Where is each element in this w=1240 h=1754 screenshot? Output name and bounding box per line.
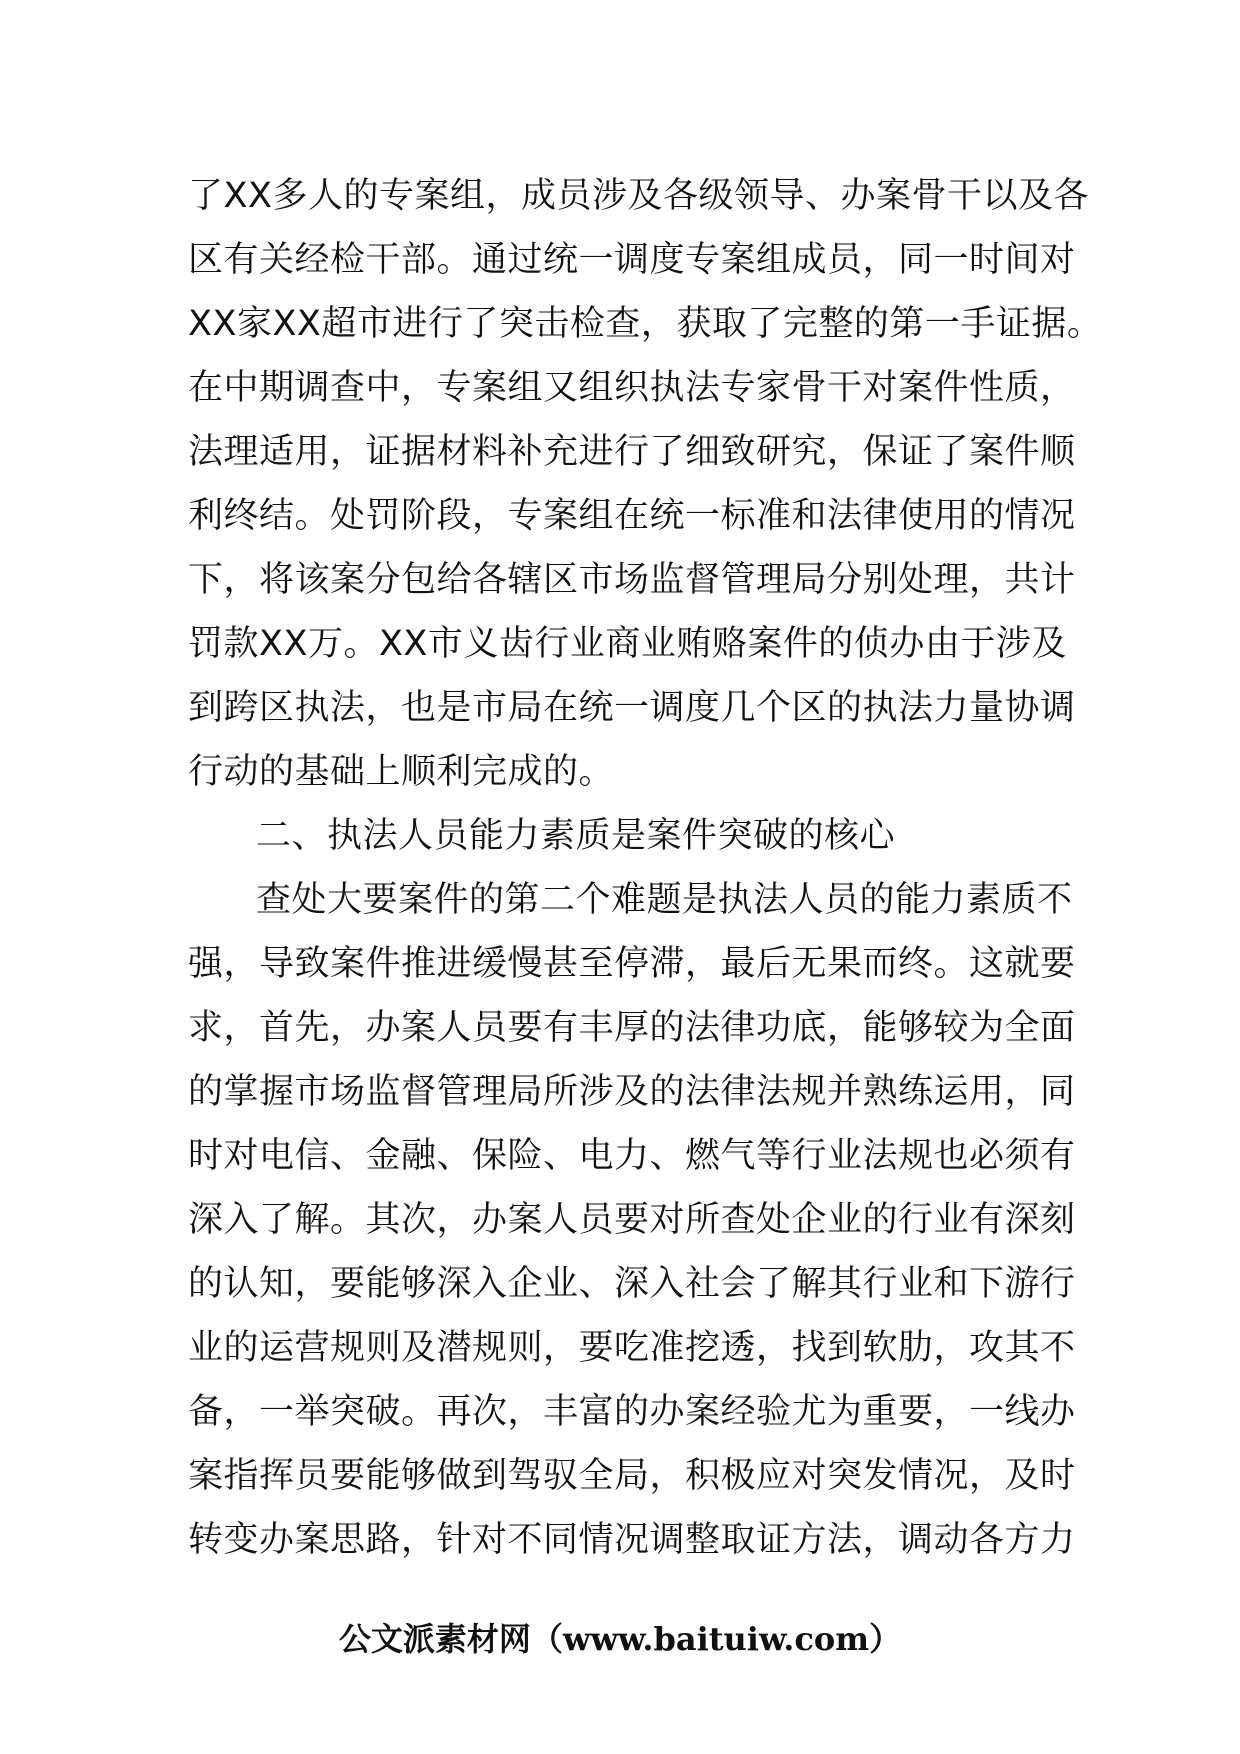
body-line: XX家XX超市进行了突击检查，获取了完整的第一手证据。 — [188, 304, 1103, 344]
paragraph-first-line: 查处大要案件的第二个难题是执法人员的能力素质不 — [256, 880, 1073, 920]
body-line: 了XX多人的专案组，成员涉及各级领导、办案骨干以及各 — [188, 176, 1089, 216]
document-body — [188, 164, 1103, 1572]
body-line: 法理适用，证据材料补充进行了细致研究，保证了案件顺 — [188, 432, 1076, 472]
body-line: 区有关经检干部。通过统一调度专案组成员，同一时间对 — [188, 240, 1076, 280]
body-line: 到跨区执法，也是市局在统一调度几个区的执法力量协调 — [188, 688, 1076, 728]
body-line: 的认知，要能够深入企业、深入社会了解其行业和下游行 — [188, 1264, 1076, 1304]
body-line: 案指挥员要能够做到驾驭全局，积极应对突发情况，及时 — [188, 1456, 1076, 1496]
section-heading: 二、执法人员能力素质是案件突破的核心 — [256, 816, 896, 856]
page-footer-watermark: 公文派素材网（www.baituiw.com） — [338, 1620, 902, 1658]
body-line: 在中期调查中，专案组又组织执法专家骨干对案件性质， — [188, 368, 1076, 408]
body-line: 转变办案思路，针对不同情况调整取证方法，调动各方力 — [188, 1520, 1076, 1560]
body-line: 下，将该案分包给各辖区市场监督管理局分别处理，共计 — [188, 560, 1076, 600]
body-line: 行动的基础上顺利完成的。 — [188, 752, 615, 792]
body-line: 深入了解。其次，办案人员要对所查处企业的行业有深刻 — [188, 1200, 1076, 1240]
body-line: 时对电信、金融、保险、电力、燃气等行业法规也必须有 — [188, 1136, 1076, 1176]
body-line: 的掌握市场监督管理局所涉及的法律法规并熟练运用，同 — [188, 1072, 1076, 1112]
body-line: 业的运营规则及潜规则，要吃准挖透，找到软肋，攻其不 — [188, 1328, 1076, 1368]
body-line: 利终结。处罚阶段，专案组在统一标准和法律使用的情况 — [188, 496, 1076, 536]
body-line: 强，导致案件推进缓慢甚至停滞，最后无果而终。这就要 — [188, 944, 1076, 984]
body-line: 罚款XX万。XX市义齿行业商业贿赂案件的侦办由于涉及 — [188, 624, 1067, 664]
body-line: 备，一举突破。再次，丰富的办案经验尤为重要，一线办 — [188, 1392, 1076, 1432]
body-line: 求，首先，办案人员要有丰厚的法律功底，能够较为全面 — [188, 1008, 1076, 1048]
